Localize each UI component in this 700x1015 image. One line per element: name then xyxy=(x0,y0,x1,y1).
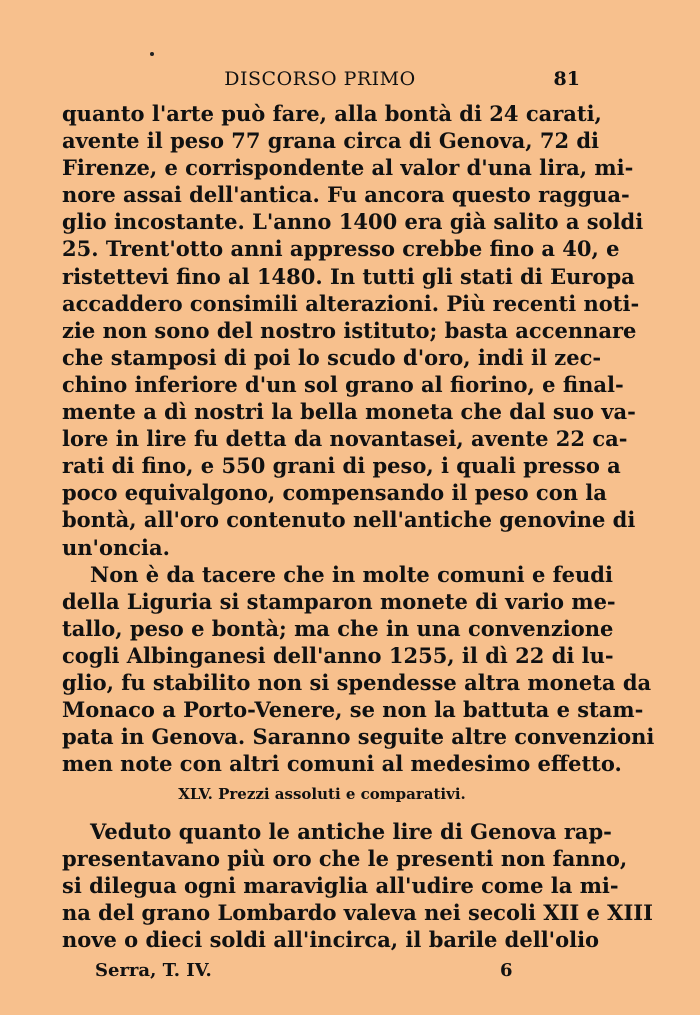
text-line: nove o dieci soldi all'incirca, il barile dell'olio xyxy=(62,927,600,953)
text-line: tallo, peso e bontà; ma che in una convenzione xyxy=(62,615,614,641)
paragraph-2 xyxy=(62,561,655,778)
paragraph-3 xyxy=(62,818,653,953)
text-line: glio incostante. L'anno 1400 era già salito a soldi xyxy=(62,209,644,235)
text-line: na del grano Lombardo valeva nei secoli XII e XIII xyxy=(62,900,653,926)
text-line: lore in lire fu detta da novantasei, avente 22 ca- xyxy=(62,426,628,452)
text-line: nore assai dell'antica. Fu ancora questo raggua- xyxy=(62,182,630,208)
section-heading: XLV. Prezzi assoluti e comparativi. xyxy=(178,785,466,803)
text-line: zie non sono del nostro istituto; basta accennare xyxy=(62,317,637,343)
running-title: DISCORSO PRIMO xyxy=(224,68,416,90)
text-line: ristettevi fino al 1480. In tutti gli stati di Europa xyxy=(62,263,635,289)
body-text-continued xyxy=(62,818,653,953)
text-line: accaddero consimili alterazioni. Più recenti noti- xyxy=(62,290,640,316)
signature-mark: 6 xyxy=(500,960,513,981)
running-head xyxy=(60,68,580,98)
text-line: bontà, all'oro contenuto nell'antiche genovine di xyxy=(62,507,636,533)
text-line: pata in Genova. Saranno seguite altre convenzioni xyxy=(62,724,655,750)
text-line: che stamposi di poi lo scudo d'oro, indi il zec- xyxy=(62,344,602,370)
ink-dot xyxy=(150,52,154,56)
text-line: presentavano più oro che le presenti non fanno, xyxy=(62,846,628,872)
text-line: poco equivalgono, compensando il peso con la xyxy=(62,480,607,506)
page-number: 81 xyxy=(553,68,580,90)
text-line: glio, fu stabilito non si spendesse altra moneta da xyxy=(62,669,652,695)
text-line: della Liguria si stamparon monete di vario me- xyxy=(62,588,616,614)
signature: Serra, T. IV. xyxy=(95,960,212,981)
text-line: Monaco a Porto-Venere, se non la battuta e stam- xyxy=(62,697,644,723)
text-line: un'oncia. xyxy=(62,534,170,560)
body-text xyxy=(62,100,655,777)
text-line: quanto l'arte può fare, alla bontà di 24 carati, xyxy=(62,101,602,126)
text-line: rati di fino, e 550 grani di peso, i quali presso a xyxy=(62,453,621,479)
text-line: si dilegua ogni maraviglia all'udire come la mi- xyxy=(62,873,619,899)
text-line: Veduto quanto le antiche lire di Genova rap- xyxy=(90,819,612,844)
text-line: avente il peso 77 grana circa di Genova, 72 di xyxy=(62,128,600,154)
text-line: cogli Albinganesi dell'anno 1255, il dì 22 di lu- xyxy=(62,642,614,668)
paragraph-1 xyxy=(62,100,644,561)
footer xyxy=(95,960,515,986)
text-line: Non è da tacere che in molte comuni e feudi xyxy=(90,561,613,587)
text-line: Firenze, e corrispondente al valor d'una lira, mi- xyxy=(62,155,634,181)
text-line: mente a dì nostri la bella moneta che dal suo va- xyxy=(62,399,636,425)
text-line: men note con altri comuni al medesimo effetto. xyxy=(62,751,622,777)
text-line: 25. Trent'otto anni appresso crebbe fino a 40, e xyxy=(62,236,620,262)
text-line: chino inferiore d'un sol grano al fiorino, e final- xyxy=(62,371,624,397)
